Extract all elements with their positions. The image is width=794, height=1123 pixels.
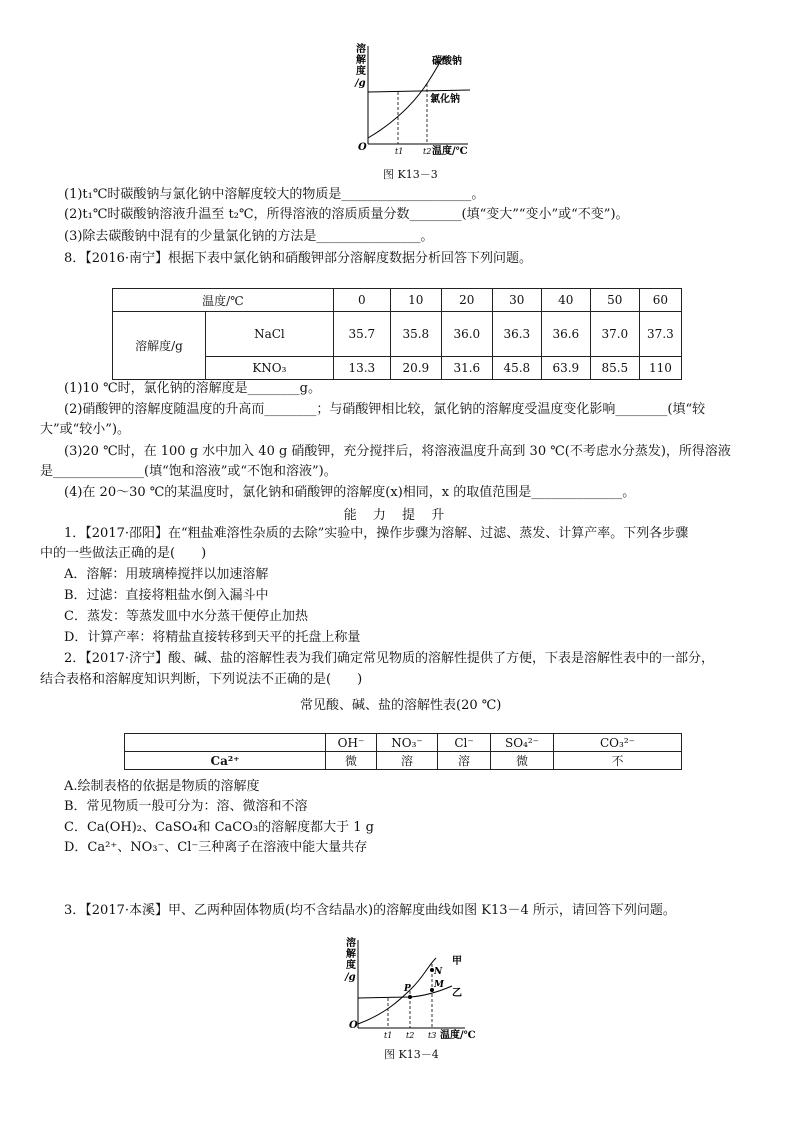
table-cell: 45.8 [492, 357, 541, 380]
question-stem: 结合表格和溶解度知识判断，下列说法不正确的是( ) [40, 672, 363, 687]
table-cell: 微 [326, 752, 377, 770]
y-axis-label-char: 度 [346, 960, 356, 971]
option: B．过滤：直接将粗盐水倒入漏斗中 [64, 588, 269, 603]
y-axis-label-char: 溶 [346, 938, 356, 949]
option: D．Ca²⁺、NO₃⁻、Cl⁻三种离子在溶液中能大量共存 [64, 840, 368, 855]
question-line: (1)10 ℃时，氯化钠的溶解度是________g。 [64, 381, 321, 396]
option: A.绘制表格的依据是物质的溶解度 [64, 779, 260, 794]
figure-k13-4 [340, 936, 480, 1044]
table-row-name: KNO₃ [206, 357, 334, 380]
table-row-label: 溶解度/g [113, 312, 206, 380]
tick-t1: t1 [395, 147, 404, 156]
question-stem: 1．【2017·邵阳】在“粗盐难溶性杂质的去除”实验中，操作步骤为溶解、过滤、蒸发、计算产率。下列各步骤 [64, 526, 689, 541]
figure-k13-3 [350, 42, 480, 160]
question-stem: 2．【2017·济宁】酸、碱、盐的溶解性表为我们确定常见物质的溶解性提供了方便，下表是溶解性表中的一部分， [64, 651, 714, 666]
y-axis-label-char: 溶 [356, 44, 366, 55]
table-header-cell: 0 [333, 289, 390, 312]
figure-caption: 图 K13－4 [384, 1048, 439, 1061]
y-axis-label-char: /g [355, 78, 366, 89]
solubility-rules-table [124, 733, 682, 770]
table-header-label: 温度/℃ [113, 289, 334, 312]
curve-label-b: 氯化钠 [430, 94, 460, 105]
question-line: (2)硝酸钾的溶解度随温度的升高而________；与硝酸钾相比较，氯化钠的溶解度受温度变化影响________(填“较 [64, 402, 706, 417]
point-label-m: M [434, 980, 444, 990]
point-p [408, 995, 412, 999]
question-stem: 3．【2017·本溪】甲、乙两种固体物质(均不含结晶水)的溶解度曲线如图 K13－4 所示，请回答下列问题。 [64, 903, 676, 918]
table-cell: 37.0 [590, 312, 639, 357]
table-header-cell: OH⁻ [326, 734, 377, 752]
tick-t2: t2 [406, 1031, 415, 1040]
x-axis-label: 温度/℃ [440, 1030, 476, 1041]
question-line: 是______________(填“饱和溶液”或“不饱和溶液”)。 [40, 464, 337, 479]
table-cell: 微 [491, 752, 554, 770]
table-header-cell: 20 [441, 289, 492, 312]
table-header-cell: 10 [390, 289, 441, 312]
figure-caption: 图 K13－3 [383, 168, 438, 181]
y-axis-label-char: 解 [346, 949, 356, 960]
table-header-cell: CO₃²⁻ [554, 734, 682, 752]
table-cell: 36.3 [492, 312, 541, 357]
curve-sodium-chloride [368, 90, 470, 92]
solubility-table [112, 288, 682, 380]
table-header-cell: NO₃⁻ [377, 734, 438, 752]
origin-label: O [358, 142, 367, 153]
question-stem: 8．【2016·南宁】根据下表中氯化钠和硝酸钾部分溶解度数据分析回答下列问题。 [64, 251, 532, 266]
table-header-cell: SO₄²⁻ [491, 734, 554, 752]
table-header-cell: 60 [639, 289, 681, 312]
table-header-cell: Cl⁻ [438, 734, 491, 752]
curve-jia [358, 958, 436, 1024]
table-cell: 13.3 [333, 357, 390, 380]
table-cell: 溶 [377, 752, 438, 770]
option: C．Ca(OH)₂、CaSO₄和 CaCO₃的溶解度都大于 1 g [64, 820, 374, 835]
question-line: (4)在 20～30 ℃的某温度时，氯化钠和硝酸钾的溶解度(x)相同，x 的取值范围是______________。 [64, 485, 636, 500]
option: B．常见物质一般可分为：溶、微溶和不溶 [64, 799, 308, 814]
table-cell: 63.9 [541, 357, 590, 380]
table-cell: 110 [639, 357, 681, 380]
y-axis-label-char: 度 [356, 66, 366, 77]
option: A．溶解：用玻璃棒搅拌以加速溶解 [64, 567, 269, 582]
table-cell: 35.7 [333, 312, 390, 357]
question-line: (3)除去碳酸钠中混有的少量氯化钠的方法是________________。 [64, 229, 434, 244]
table-cell: 37.3 [639, 312, 681, 357]
origin-label: O [349, 1020, 358, 1031]
tick-t1: t1 [384, 1031, 393, 1040]
question-line: (3)20 ℃时，在 100 g 水中加入 40 g 硝酸钾，充分搅拌后，将溶液温度升高到 30 ℃(不考虑水分蒸发)，所得溶液 [64, 444, 731, 459]
curve-label-jia: 甲 [452, 956, 462, 967]
table-row-name: NaCl [206, 312, 334, 357]
table-cell: 35.8 [390, 312, 441, 357]
option: D．计算产率：将精盐直接转移到天平的托盘上称量 [64, 630, 361, 645]
table-cell: 31.6 [441, 357, 492, 380]
table-header-cell: 40 [541, 289, 590, 312]
question-line: 大”或“较小”)。 [40, 422, 131, 437]
table-cell: 不 [554, 752, 682, 770]
tick-t3: t3 [428, 1031, 437, 1040]
table-corner [125, 734, 326, 752]
option: C．蒸发：等蒸发皿中水分蒸干便停止加热 [64, 609, 308, 624]
tick-t2: t2 [423, 147, 432, 156]
table-cell: 85.5 [590, 357, 639, 380]
table-title: 常见酸、碱、盐的溶解性表(20 ℃) [300, 698, 502, 713]
table-header-cell: 50 [590, 289, 639, 312]
question-line: (1)t₁℃时碳酸钠与氯化钠中溶解度较大的物质是____________________。 [64, 187, 485, 202]
question-stem: 中的一些做法正确的是( ) [40, 546, 207, 561]
table-cell: 20.9 [390, 357, 441, 380]
y-axis-label-char: 解 [356, 55, 366, 66]
table-header-cell: 30 [492, 289, 541, 312]
table-cell: 36.6 [541, 312, 590, 357]
curve-label-yi: 乙 [452, 988, 462, 999]
section-title: 能 力 提 升 [343, 508, 451, 523]
x-axis-label: 温度/℃ [432, 146, 468, 157]
point-label-p: P [404, 984, 411, 994]
table-cell: 36.0 [441, 312, 492, 357]
table-row-name: Ca²⁺ [125, 752, 326, 770]
table-cell: 溶 [438, 752, 491, 770]
curve-label-a: 碳酸钠 [432, 56, 462, 67]
y-axis-label-char: /g [345, 972, 356, 983]
point-label-n: N [434, 967, 443, 977]
question-line: (2)t₁℃时碳酸钠溶液升温至 t₂℃，所得溶液的溶质质量分数________(填“变大”“变小”或“不变”)。 [64, 207, 629, 222]
